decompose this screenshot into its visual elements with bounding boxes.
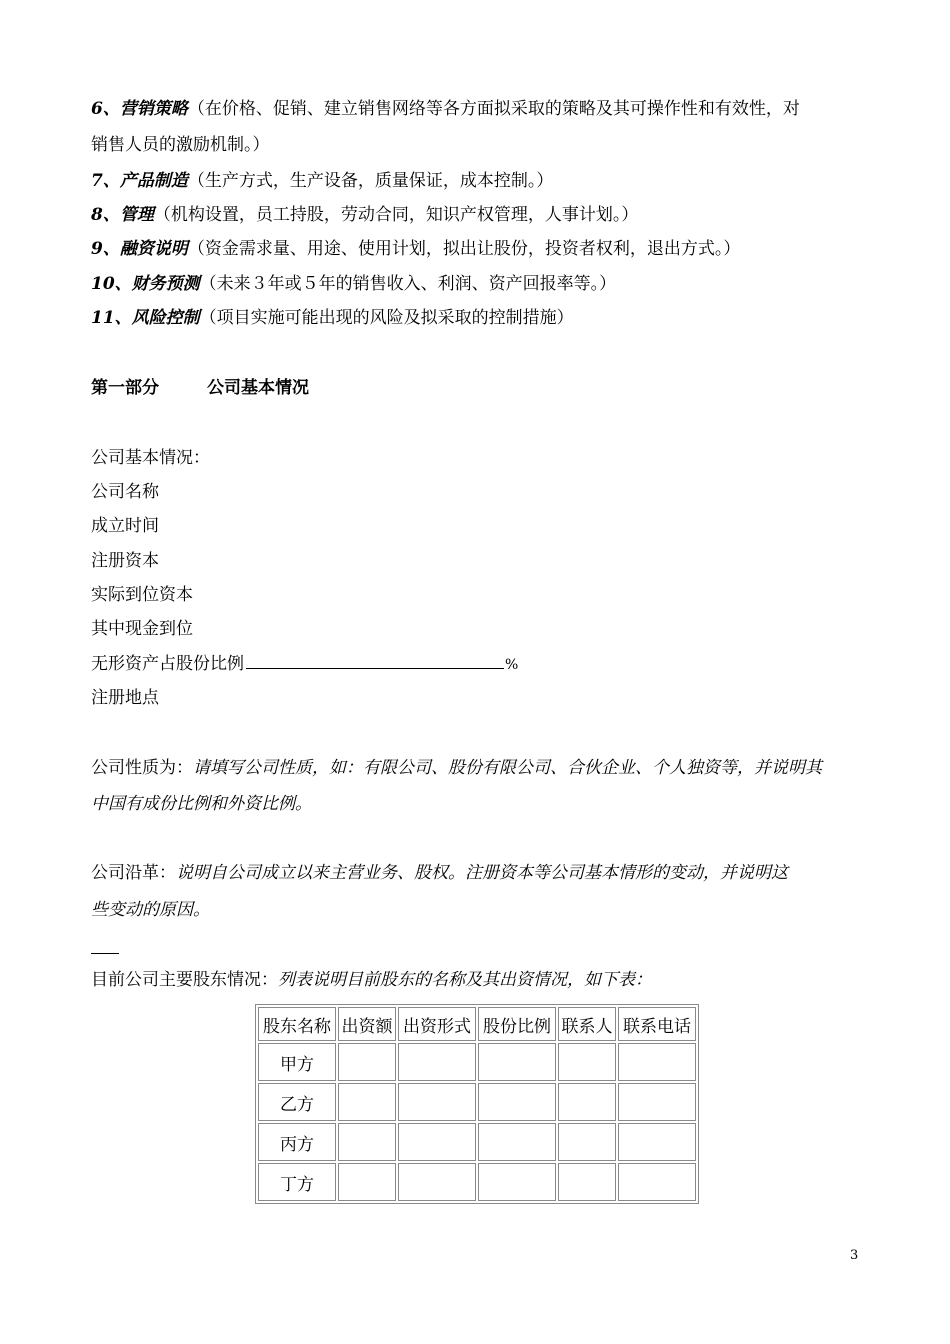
outline-item-8-title: 管理 (119, 205, 154, 225)
outline-item-11 (91, 307, 574, 329)
history-label: 公司沿革： (91, 863, 176, 883)
outline-item-7 (91, 170, 553, 192)
nature-text-2: 中国有成份比例和外资比例。 (91, 794, 312, 814)
col-header-shareholder-name: 股东名称 (258, 1007, 336, 1041)
nature-label: 公司性质为： (91, 758, 193, 778)
table-cell[interactable] (338, 1043, 396, 1081)
outline-item-6-continuation (91, 134, 270, 156)
shareholders-hint: 列表说明目前股东的名称及其出资情况，如下表： (278, 970, 652, 990)
col-header-ratio: 股份比例 (478, 1007, 556, 1041)
outline-item-6 (91, 98, 800, 120)
table-row (258, 1163, 696, 1201)
outline-item-11-title: 风险控制 (131, 308, 200, 328)
field-cash-paid: 其中现金到位 (91, 619, 193, 639)
field-intangible-ratio (91, 653, 518, 676)
table-cell[interactable] (398, 1123, 476, 1161)
section-part-title: 公司基本情况 (207, 378, 309, 398)
history-text-1: 说明自公司成立以来主营业务、股权。注册资本等公司基本情形的变动，并说明这 (176, 863, 788, 883)
outline-item-6-title: 营销策略 (119, 99, 188, 119)
field-registered-address: 注册地点 (91, 688, 159, 708)
table-cell[interactable] (618, 1083, 696, 1121)
table-row (258, 1043, 696, 1081)
shareholders-label: 目前公司主要股东情况： (91, 970, 278, 990)
col-header-phone: 联系电话 (618, 1007, 696, 1041)
basic-info-heading: 公司基本情况： (91, 448, 210, 468)
outline-item-7-title: 产品制造 (119, 171, 188, 191)
shareholder-table (255, 1004, 699, 1204)
outline-item-11-desc: （项目实施可能出现的风险及拟采取的控制措施） (199, 308, 574, 328)
nature-line-1 (91, 757, 822, 779)
outline-item-11-num: 11、 (91, 308, 132, 328)
percent-sign: % (505, 657, 519, 673)
table-cell[interactable] (618, 1123, 696, 1161)
outline-item-8-desc: （机构设置，员工持股，劳动合同，知识产权管理，人事计划。） (153, 205, 639, 225)
outline-item-9 (91, 238, 740, 260)
outline-item-8 (91, 204, 638, 226)
table-cell[interactable] (478, 1123, 556, 1161)
shareholders-line (91, 969, 652, 991)
outline-item-6-num: 6、 (91, 99, 120, 119)
field-intangible-ratio-label: 无形资产占股份比例 (91, 654, 244, 674)
outline-item-10-desc: （未来３年或５年的销售收入、利润、资产回报率等。） (199, 274, 617, 294)
col-header-amount: 出资额 (338, 1007, 396, 1041)
table-cell[interactable] (558, 1123, 616, 1161)
table-cell[interactable] (558, 1043, 616, 1081)
outline-item-6-desc: （在价格、促销、建立销售网络等各方面拟采取的策略及其可操作性和有效性，对 (187, 99, 800, 119)
outline-item-6-desc-cont: 销售人员的激励机制。） (91, 135, 270, 155)
table-cell[interactable] (478, 1083, 556, 1121)
table-cell[interactable] (558, 1163, 616, 1201)
table-cell[interactable] (338, 1123, 396, 1161)
row-label: 乙方 (258, 1083, 336, 1121)
field-registered-capital: 注册资本 (91, 551, 159, 571)
table-cell[interactable] (338, 1163, 396, 1201)
page-number: 3 (850, 1248, 859, 1263)
outline-item-9-desc: （资金需求量、用途、使用计划，拟出让股份，投资者权利，退出方式。） (187, 239, 741, 259)
row-label: 甲方 (258, 1043, 336, 1081)
outline-item-8-num: 8、 (91, 205, 120, 225)
col-header-contact: 联系人 (558, 1007, 616, 1041)
table-row (258, 1123, 696, 1161)
outline-item-10-title: 财务预测 (131, 274, 200, 294)
table-cell[interactable] (398, 1083, 476, 1121)
outline-item-10 (91, 273, 616, 295)
history-text-2: 些变动的原因。 (91, 900, 210, 920)
section-heading (91, 377, 309, 399)
intangible-ratio-blank[interactable] (246, 654, 504, 669)
col-header-form: 出资形式 (398, 1007, 476, 1041)
outline-item-10-num: 10、 (91, 274, 132, 294)
table-cell[interactable] (618, 1163, 696, 1201)
short-divider (91, 953, 119, 954)
row-label: 丙方 (258, 1123, 336, 1161)
table-cell[interactable] (618, 1043, 696, 1081)
table-cell[interactable] (338, 1083, 396, 1121)
outline-item-7-num: 7、 (91, 171, 120, 191)
table-cell[interactable] (478, 1043, 556, 1081)
outline-item-9-title: 融资说明 (119, 239, 188, 259)
field-established: 成立时间 (91, 516, 159, 536)
table-cell[interactable] (398, 1043, 476, 1081)
table-header-row (258, 1007, 696, 1041)
field-paid-in-capital: 实际到位资本 (91, 585, 193, 605)
table-cell[interactable] (558, 1083, 616, 1121)
nature-text-1: 请填写公司性质，如：有限公司、股份有限公司、合伙企业、个人独资等，并说明其 (193, 758, 822, 778)
table-cell[interactable] (478, 1163, 556, 1201)
field-company-name: 公司名称 (91, 482, 159, 502)
outline-item-9-num: 9、 (91, 239, 120, 259)
history-line-1 (91, 862, 788, 884)
table-row (258, 1083, 696, 1121)
outline-item-7-desc: （生产方式，生产设备，质量保证，成本控制。） (187, 171, 554, 191)
section-part-label: 第一部分 (91, 378, 159, 398)
table-cell[interactable] (398, 1163, 476, 1201)
row-label: 丁方 (258, 1163, 336, 1201)
